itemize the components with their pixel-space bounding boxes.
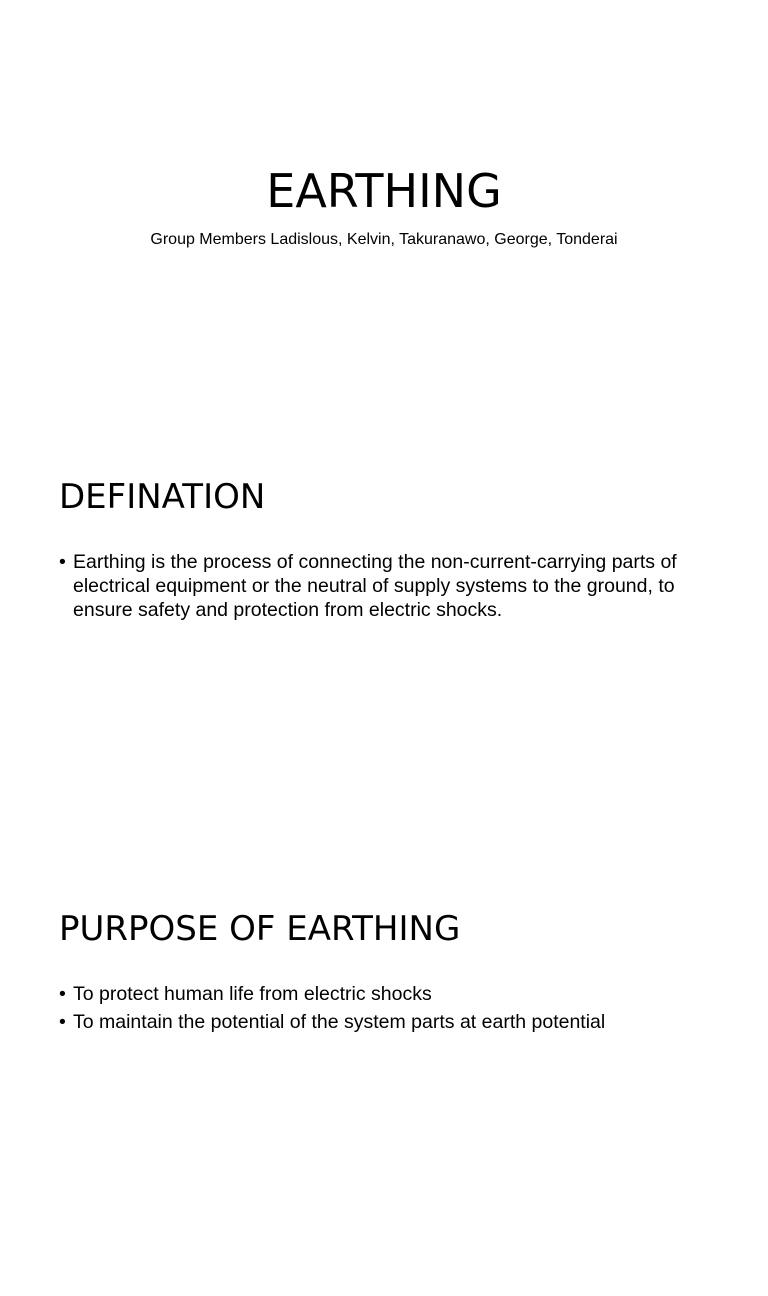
list-item [59,550,699,622]
definition-bullet-list [59,550,699,626]
list-item [59,1010,699,1034]
definition-heading: DEFINATION [59,477,266,517]
group-members-subtitle: Group Members Ladislous, Kelvin, Takuranawo, George, Tonderai [150,231,618,248]
list-item [59,982,699,1006]
bullet-icon: • [59,551,66,573]
purpose-heading: PURPOSE OF EARTHING [59,909,461,949]
bullet-text: Earthing is the process of connecting the non-current-carrying parts of electrical equipment or the neutral of supply systems to the ground, to ensure safety and protection from electric shocks. [73,551,677,621]
bullet-text: To protect human life from electric shocks [73,983,432,1005]
bullet-icon: • [59,983,66,1005]
bullet-text: To maintain the potential of the system parts at earth potential [73,1011,606,1033]
presentation-title: EARTHING [266,164,502,218]
definition-slide [0,432,768,864]
title-slide [0,0,768,432]
purpose-slide [0,864,768,1296]
purpose-bullet-list [59,982,699,1038]
bullet-icon: • [59,1011,66,1033]
